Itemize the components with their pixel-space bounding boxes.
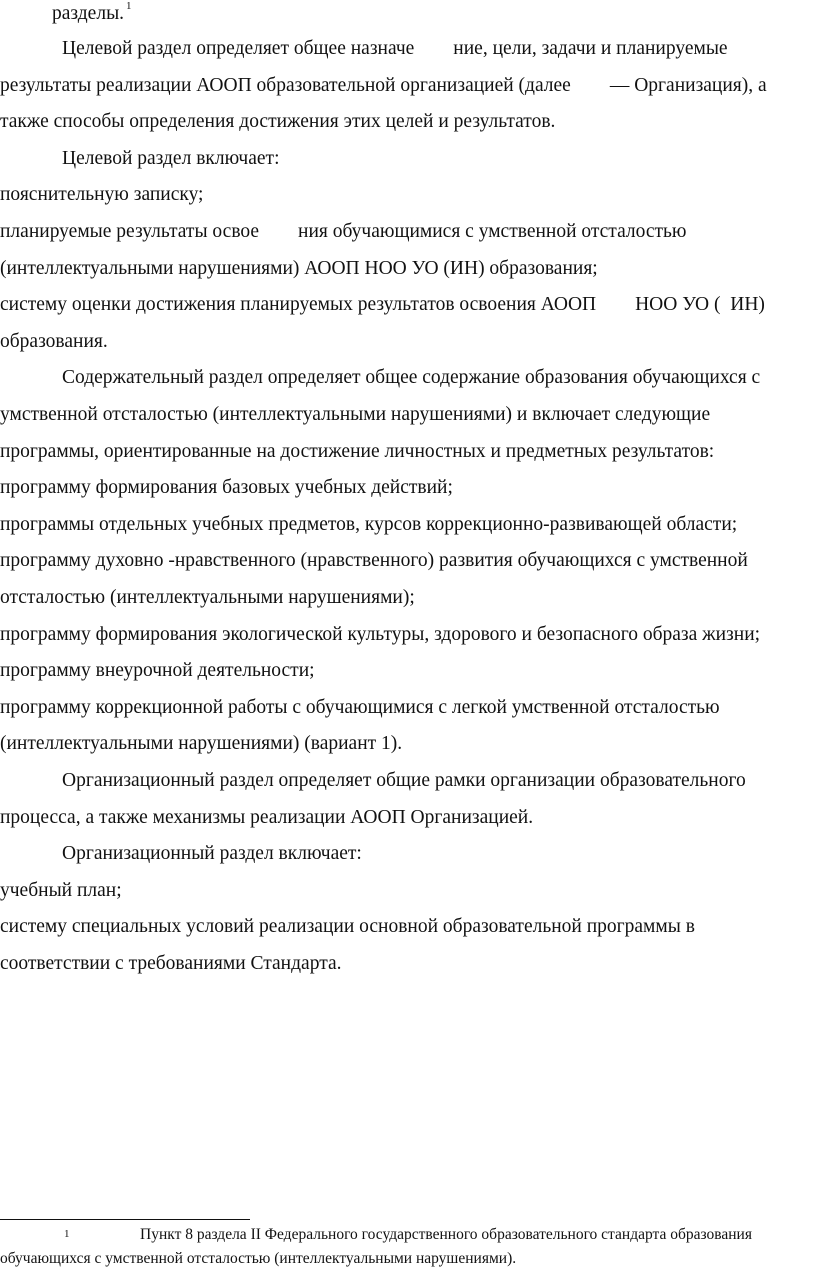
footnote-line-2: обучающихся с умственной отсталостью (интеллектуальными нарушениями). — [0, 1250, 517, 1267]
text-line: Целевой раздел включает: — [62, 148, 280, 169]
text-line: программы, ориентированные на достижение личностных и предметных результатов: — [0, 441, 715, 462]
text-line: программы отдельных учебных предметов, курсов коррекционно-развивающей области; — [0, 514, 738, 535]
text-line: Организационный раздел включает: — [62, 843, 362, 864]
text-line: умственной отсталостью (интеллектуальными нарушениями) и включает следующие — [0, 404, 711, 425]
text-line: программу формирования экологической культуры, здорового и безопасного образа жизни; — [0, 624, 761, 645]
text-line: (интеллектуальными нарушениями) АООП НОО УО (ИН) образования; — [0, 258, 598, 279]
footnote-reference: 1 — [126, 0, 132, 12]
text-line: процесса, а также механизмы реализации АООП Организацией. — [0, 807, 534, 828]
text-line: образования. — [0, 331, 108, 352]
text-line: программу духовно -нравственного (нравственного) развития обучающихся с умственной — [0, 550, 748, 571]
footnote-separator — [0, 1219, 250, 1220]
text-line: Содержательный раздел определяет общее содержание образования обучающихся с — [62, 367, 761, 388]
text-line: Организационный раздел определяет общие рамки организации образовательного — [62, 770, 746, 791]
text-line: программу внеурочной деятельности; — [0, 660, 315, 681]
footnote-line-1: Пункт 8 раздела II Федерального государственного образовательного стандарта образования — [140, 1226, 752, 1243]
text-line: Целевой раздел определяет общее назначе ние, цели, задачи и планируемые — [62, 38, 728, 59]
text-line: программу формирования базовых учебных действий; — [0, 477, 453, 498]
text-line: систему специальных условий реализации основной образовательной программы в — [0, 916, 695, 937]
text-line: отсталостью (интеллектуальными нарушениями); — [0, 587, 415, 608]
top-fragment — [52, 2, 132, 26]
text-line: результаты реализации АООП образовательной организацией (далее — Организация), а — [0, 75, 767, 96]
text-line: также способы определения достижения этих целей и результатов. — [0, 111, 556, 132]
text-line: программу коррекционной работы с обучающимися с легкой умственной отсталостью — [0, 697, 720, 718]
footnote-mark: 1 — [64, 1228, 70, 1240]
text-line: планируемые результаты освое ния обучающимися с умственной отсталостью — [0, 221, 687, 242]
text-line: (интеллектуальными нарушениями) (вариант 1). — [0, 733, 403, 754]
text-line: пояснительную записку; — [0, 184, 204, 205]
text-line: учебный план; — [0, 880, 122, 901]
text-line: систему оценки достижения планируемых результатов освоения АООП НОО УО ( ИН) — [0, 294, 765, 315]
text-line: соответствии с требованиями Стандарта. — [0, 953, 342, 974]
top-fragment-text: разделы. — [52, 3, 125, 24]
